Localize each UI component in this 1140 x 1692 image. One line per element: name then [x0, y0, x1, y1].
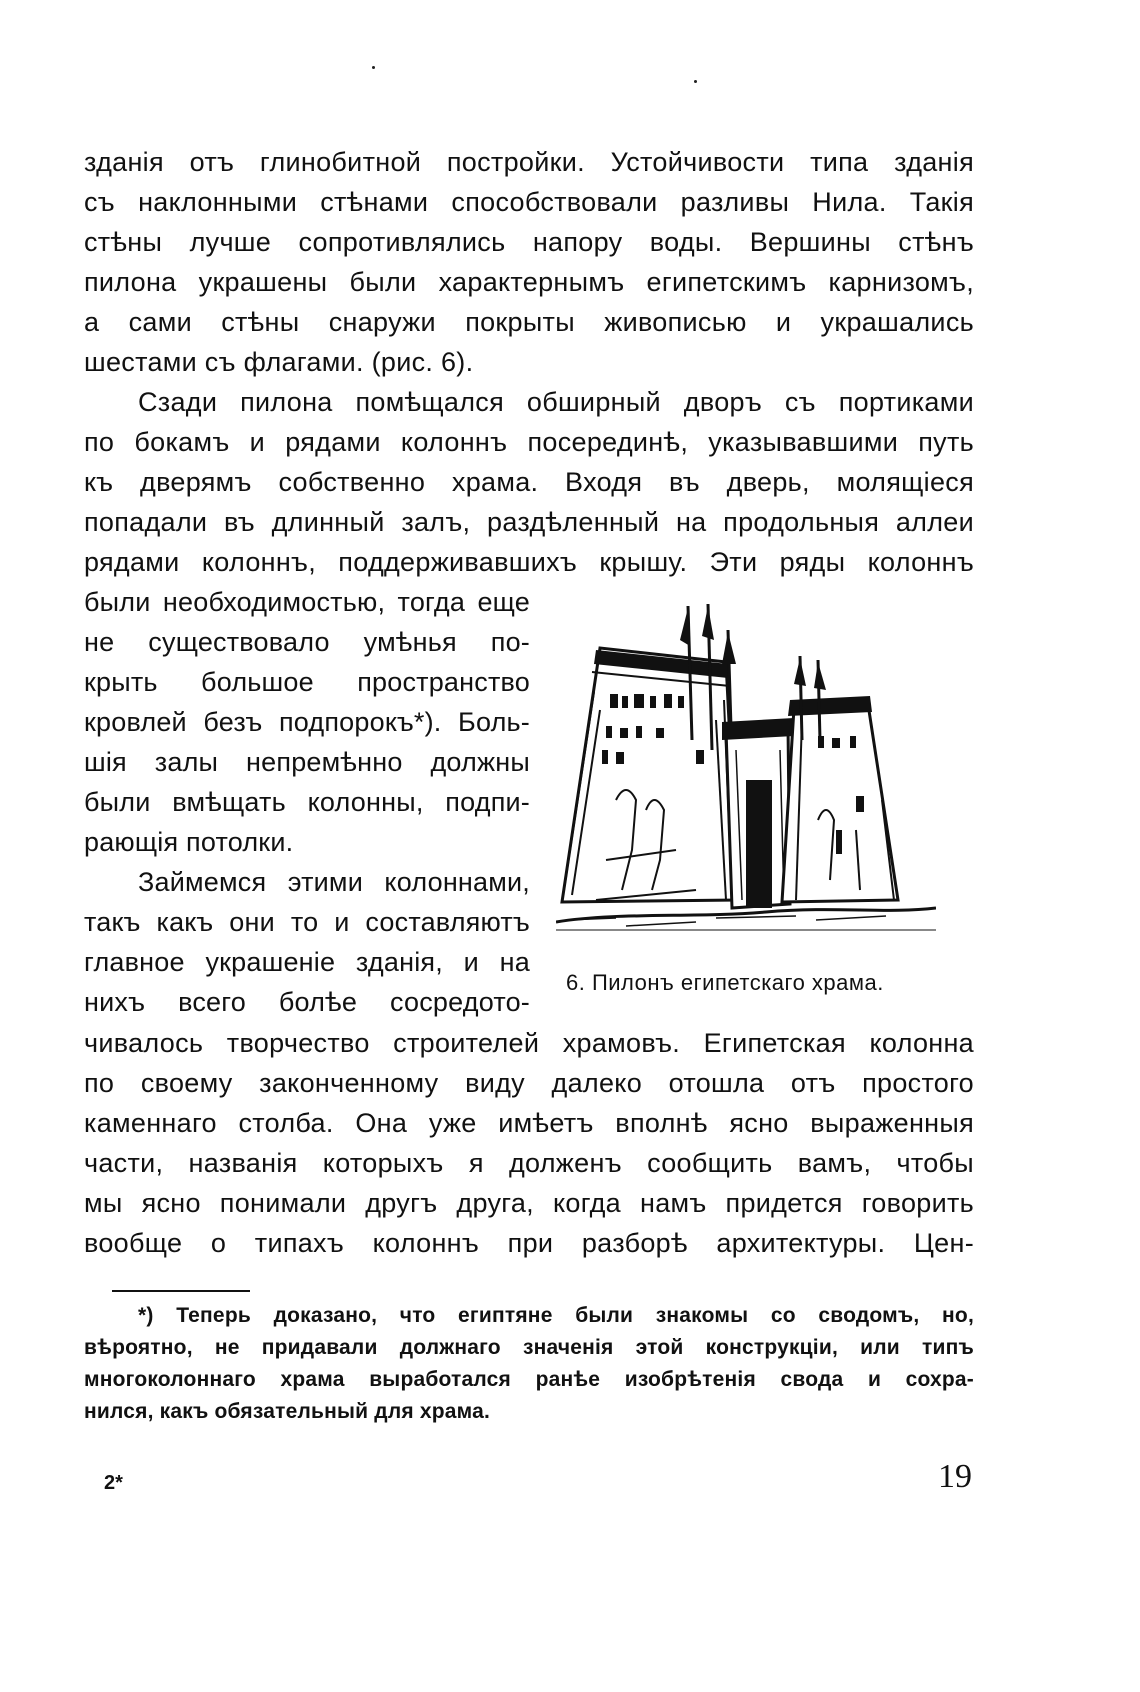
text-line: части, названія которыхъ я долженъ сообщить вамъ, чтобы: [84, 1148, 974, 1178]
footnote-line: многоколоннаго храма выработался ранѣе изобрѣтенія свода и сохра-: [84, 1368, 974, 1391]
wrapped-text-beside-figure: [84, 582, 530, 1022]
text-line: Сзади пилона помѣщался обширный дворъ съ портиками: [138, 387, 974, 417]
text-line: стѣны лучше сопротивлялись напору воды. Вершины стѣнъ: [84, 227, 974, 257]
text-line: съ наклонными стѣнами способствовали разливы Нила. Такія: [84, 187, 974, 217]
text-line: шія залы непремѣнно должны: [84, 747, 530, 777]
paragraph-2: [84, 382, 974, 582]
text-line: по своему законченному виду далеко отошла отъ простого: [84, 1068, 974, 1098]
text-line: къ дверямъ собственно храма. Входя въ дверь, молящіеся: [84, 467, 974, 497]
text-line: чивалось творчество строителей храмовъ. Египетская колонна: [84, 1028, 974, 1058]
footnote-line: *) Теперь доказано, что египтяне были знакомы со сводомъ, но,: [138, 1304, 974, 1327]
text-line: не существовало умѣнья по-: [84, 627, 530, 657]
text-line: такъ какъ они то и составляютъ: [84, 907, 530, 937]
text-line: мы ясно понимали другъ друга, когда намъ придется говорить: [84, 1188, 974, 1218]
text-line: рающія потолки.: [84, 827, 294, 857]
footnote-line: нился, какъ обязательный для храма.: [84, 1400, 491, 1423]
paragraph-1: [84, 142, 974, 382]
footnote-line: вѣроятно, не придавали должнаго значенія этой конструкціи, или типъ: [84, 1336, 974, 1359]
text-line: нихъ всего болѣе сосредото-: [84, 987, 530, 1017]
text-line: шестами съ флагами. (рис. 6).: [84, 347, 474, 377]
text-line: зданія отъ глинобитной постройки. Устойчивости типа зданія: [84, 147, 974, 177]
text-line: были необходимостью, тогда еще: [84, 587, 530, 617]
text-line: были вмѣщать колонны, подпи-: [84, 787, 530, 817]
text-line: каменнаго столба. Она уже имѣетъ вполнѣ ясно выраженныя: [84, 1108, 974, 1138]
text-line: попадали въ длинный залъ, раздѣленный на продольныя аллеи: [84, 507, 974, 537]
text-line: главное украшеніе зданія, и на: [84, 947, 530, 977]
signature-mark: 2*: [104, 1472, 123, 1494]
egyptian-temple-pylon-drawing: [556, 600, 936, 940]
text-line: пилона украшены были характернымъ египетскимъ карнизомъ,: [84, 267, 974, 297]
footnote-separator: [112, 1290, 250, 1292]
text-line: кровлей безъ подпорокъ*). Боль-: [84, 707, 530, 737]
pylon-illustration: [556, 600, 936, 940]
page-number: 19: [938, 1458, 972, 1495]
figure-caption: 6. Пилонъ египетскаго храма.: [566, 970, 884, 995]
text-line: а сами стѣны снаружи покрыты живописью и украшались: [84, 307, 974, 337]
text-line: крыть большое пространство: [84, 667, 530, 697]
text-line: рядами колоннъ, поддерживавшихъ крышу. Эти ряды колоннъ: [84, 547, 974, 577]
footnote: [84, 1300, 974, 1428]
text-line: Займемся этими колоннами,: [138, 867, 530, 897]
text-line: вообще о типахъ колоннъ при разборѣ архитектуры. Цен-: [84, 1228, 974, 1258]
paragraph-3: [84, 1023, 974, 1263]
text-line: по бокамъ и рядами колоннъ посерединѣ, указывавшими путь: [84, 427, 974, 457]
